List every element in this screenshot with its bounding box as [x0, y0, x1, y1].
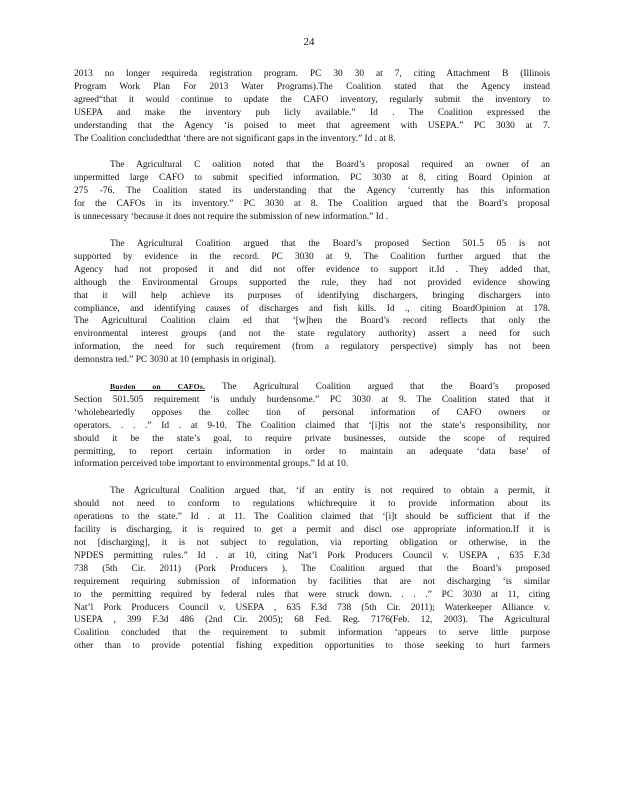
page-number: 24 — [303, 36, 315, 48]
text-line: not [discharging], it is not subject to regulation, via reporting obligation or otherwise, in the — [74, 538, 550, 548]
text-line: to the permitting required by federal rules that were struck down. . . .” PC 3030 at 11, citing — [74, 589, 550, 600]
text-line: should it be the state’s goal, to require private businesses, outside the scope of required — [74, 433, 550, 444]
paragraph-permit-requirement — [74, 485, 550, 653]
text-line: Agency had not proposed it and did not offer evidence to support it.Id . They added that, — [74, 264, 550, 275]
body-text — [74, 68, 550, 667]
text-line: Program Work Plan For 2013 Water Programs).The Coalition stated that the Agency instead — [74, 81, 550, 92]
text-line: for the CAFOs in its inventory.” PC 3030 at 8. The Coalition argued that the Board’s proposal — [74, 199, 550, 210]
text-line: The Agricultural Coalition claim ed that ‘[w]hen the Board’s record reflects that only the — [74, 316, 550, 327]
paragraph-unpermitted-cafo — [74, 159, 550, 224]
text-line: permitting, to report certain information in order to maintain an adequate ‘data base’ of — [74, 446, 550, 457]
text-line: understanding that the Agency ‘is poised to meet that agreement with USEPA.” PC 3030 at 7. — [74, 120, 550, 131]
text-line: The Agricultural Coalition argued that the Board’s proposed Section 501.5 05 is not — [110, 238, 550, 249]
text-line: operators. . . .” Id . at 9-10. The Coalition claimed that ‘[i]tis not the state’s responsibility, nor — [74, 420, 550, 431]
text-line: should not need to conform to regulations whichrequire it to provide information about its — [74, 499, 550, 510]
text-line: supported by evidence in the record. PC 3030 at 9. The Coalition further argued that the — [74, 251, 550, 262]
text-line: USEPA and make the inventory pub licly available.” Id . The Coalition expressed the — [74, 107, 550, 118]
text-line: operations to the state.” Id . at 11. The Coalition claimed that ‘[i]t should be sufficient that if the — [74, 512, 550, 523]
text-line: information, the need for such requirement (from a regulatory perspective) simply has not been — [74, 342, 550, 353]
text-line: unpermitted large CAFO to submit specified information. PC 3030 at 8, citing Board Opinion at — [74, 173, 550, 184]
text-line: 738 (5th Cir. 2011) (Pork Producers ). The Coalition argued that the Board’s proposed — [74, 563, 550, 574]
text-line — [74, 381, 550, 394]
text-line: facility is discharging, it is required to get a permit and discl ose appropriate information.If it is — [74, 525, 550, 536]
text-line: is unnecessary ‘because it does not require the submission of new information.” Id . — [74, 212, 389, 223]
text-line: 2013 no longer requireda registration program. PC 30 30 at 7, citing Attachment B (Illinois — [74, 69, 550, 79]
paragraph-burden — [74, 381, 550, 471]
text-line: environmental interest groups (and not the state regulatory authority) assert a need for such — [74, 329, 550, 340]
text-line: The Agricultural Coalition argued that, ‘if an entity is not required to obtain a permit, it — [110, 486, 550, 497]
text-line: USEPA , 399 F.3d 486 (2nd Cir. 2005); 68 Fed. Reg. 7176(Feb. 12, 2003). The Agricultural — [74, 615, 550, 626]
text-line: that it will help achieve its purposes of identifying dischargers, bringing dischargers into — [74, 290, 550, 301]
text-line: 275 -76. The Coalition stated its understanding that the Agency ‘currently has this information — [74, 186, 550, 197]
text-line: other than to provide potential fishing expedition opportunities to those seeking to hurt farmers — [74, 641, 550, 652]
text-line: compliance, and identifying causes of discharges and fish kills. Id ., citing BoardOpinion at 178. — [74, 303, 550, 314]
text-line: The Agricultural C oalition noted that the Board’s proposal required an owner of an — [110, 160, 550, 171]
heading-line-text: The Agricultural Coalition argued that the Board’s proposed — [221, 382, 550, 393]
text-line: The Coalition concludedthat ‘there are not significant gaps in the inventory.” Id . at 8. — [74, 133, 396, 144]
text-line: although the Environmental Groups supported the rule, they had not provided evidence showing — [74, 277, 550, 288]
text-line: Section 501.505 requirement ‘is unduly burdensome.” PC 3030 at 9. The Coalition stated that it — [74, 394, 550, 405]
text-line: requirement requiring submission of information by facilities that are not discharging ‘is similar — [74, 576, 550, 587]
text-line: Nat’l Pork Producers Council v. USEPA , 635 F.3d 738 (5th Cir. 2011); Waterkeeper Alliance v. — [74, 602, 550, 613]
text-line: ‘wholeheartedly opposes the collec tion of personal information of CAFO owners or — [74, 407, 550, 418]
text-line: agreed“that it would continue to update the CAFO inventory, regularly submit the inventory to — [74, 94, 550, 105]
text-line: Coalition concluded that the requirement to submit information ‘appears to serve little purpose — [74, 628, 550, 639]
section-heading: Burden on CAFOs. — [110, 382, 206, 392]
paragraph-inventory — [74, 68, 550, 145]
paragraph-evidence — [74, 238, 550, 367]
text-line: NPDES permitting rules.” Id . at 10, citing Nat’l Pork Producers Council v. USEPA , 635 F.3d — [74, 550, 550, 561]
text-line: information perceived tobe important to environmental groups.” Id at 10. — [74, 459, 349, 470]
text-line: demonstra ted.” PC 3030 at 10 (emphasis in original). — [74, 355, 277, 366]
